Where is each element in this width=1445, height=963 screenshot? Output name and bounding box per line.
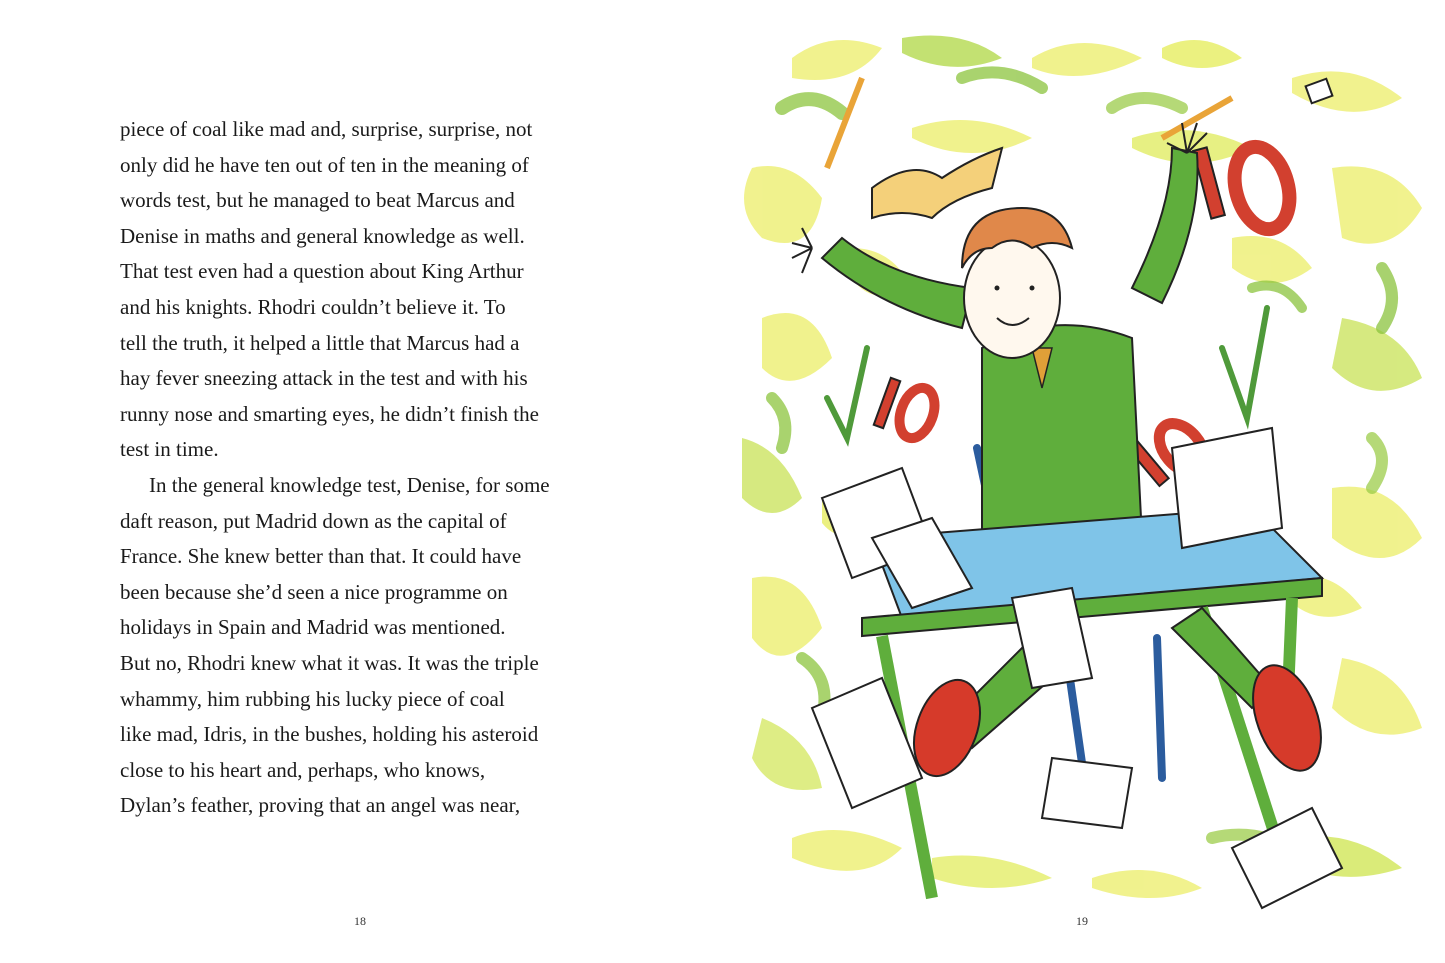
text-line: But no, Rhodri knew what it was. It was the triple xyxy=(120,650,539,675)
text-line: only did he have ten out of ten in the meaning of xyxy=(120,152,529,177)
celebrating-boy-at-desk-illustration xyxy=(732,18,1444,916)
text-line: daft reason, put Madrid down as the capital of xyxy=(120,508,507,533)
score-mark-icon xyxy=(874,378,941,443)
page-number-left: 18 xyxy=(354,914,366,928)
paper-scroll-icon xyxy=(872,148,1002,218)
text-line: runny nose and smarting eyes, he didn’t finish the xyxy=(120,401,539,426)
score-mark-icon xyxy=(1193,141,1298,236)
text-line: whammy, him rubbing his lucky piece of coal xyxy=(120,686,505,711)
text-line: France. She knew better than that. It could have xyxy=(120,544,522,569)
text-line: holidays in Spain and Madrid was mentioned. xyxy=(120,615,506,640)
text-line: test in time. xyxy=(120,437,219,462)
text-line: close to his heart and, perhaps, who knows, xyxy=(120,757,486,782)
text-line: Denise in maths and general knowledge as well. xyxy=(120,223,525,248)
text-line: Dylan’s feather, proving that an angel was near, xyxy=(120,793,521,818)
text-line: like mad, Idris, in the bushes, holding his asteroid xyxy=(120,722,539,747)
text-line: been because she’d seen a nice programme on xyxy=(120,579,508,604)
boy-legs xyxy=(902,608,1334,785)
text-line: tell the truth, it helped a little that Marcus had a xyxy=(120,330,520,355)
left-page xyxy=(0,0,722,963)
page-number-right: 19 xyxy=(1076,914,1088,928)
text-line: That test even had a question about King Arthur xyxy=(120,259,524,284)
text-line: piece of coal like mad and, surprise, surprise, not xyxy=(120,117,533,141)
text-line: words test, but he managed to beat Marcus and xyxy=(120,188,515,213)
text-line: hay fever sneezing attack in the test and with his xyxy=(120,366,528,391)
body-text xyxy=(120,112,620,824)
text-line: and his knights. Rhodri couldn’t believe it. To xyxy=(120,294,506,319)
text-line-paragraph-start: In the general knowledge test, Denise, for some xyxy=(149,472,550,497)
